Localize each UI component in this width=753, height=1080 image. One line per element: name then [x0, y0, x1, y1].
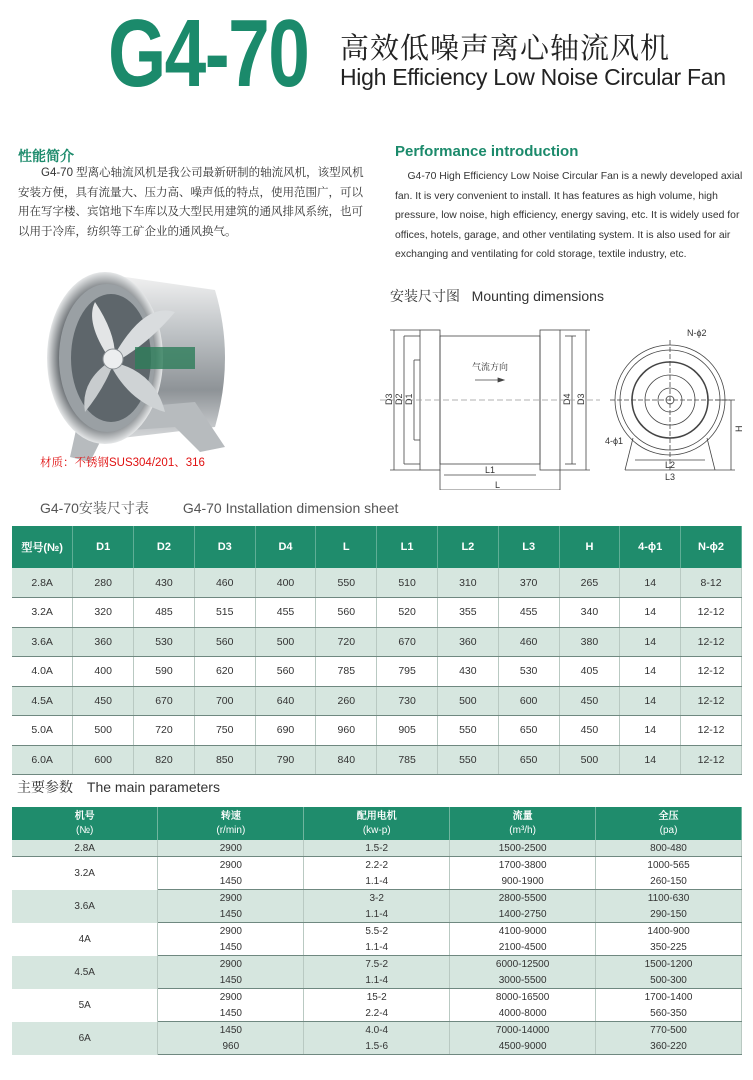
table-cell: 530 — [134, 627, 195, 657]
table-cell: 2100-4500 — [450, 939, 596, 956]
table-row — [12, 890, 742, 907]
column-header-unit: (m³/h) — [509, 824, 536, 836]
table-cell: 430 — [134, 568, 195, 598]
column-header: L2 — [437, 526, 498, 568]
model-cell: 4.5A — [12, 956, 158, 989]
table-cell: 320 — [73, 598, 134, 628]
intro-en-heading: Performance introduction — [395, 143, 579, 160]
parameters-table — [12, 807, 742, 1055]
table-cell: 14 — [620, 716, 681, 746]
table-cell: 14 — [620, 598, 681, 628]
table-cell: 670 — [377, 627, 438, 657]
dimension-sheet-title-en: G4-70 Installation dimension sheet — [182, 500, 399, 516]
table-row — [12, 568, 742, 598]
table-cell: 790 — [255, 745, 316, 775]
table-cell: 770-500 — [596, 1022, 742, 1039]
table-cell: 1400-900 — [596, 923, 742, 940]
table-cell: 1450 — [158, 873, 304, 890]
table-cell: 12-12 — [681, 716, 742, 746]
model-number: G4-70 — [108, 0, 309, 107]
label-L: L — [495, 480, 501, 490]
model-cell: 2.8A — [12, 840, 158, 857]
table-cell: 1450 — [158, 1005, 304, 1022]
table-cell: 500 — [255, 627, 316, 657]
table-cell: 1000-565 — [596, 857, 742, 874]
table-cell: 530 — [498, 657, 559, 687]
table-cell: 1.1-4 — [304, 873, 450, 890]
title-english: High Efficiency Low Noise Circular Fan — [340, 64, 726, 90]
column-header-unit: (kw-p) — [362, 824, 391, 836]
params-title-cn: 主要参数 — [17, 779, 73, 795]
column-header-unit: (№) — [76, 824, 94, 836]
table-row — [12, 627, 742, 657]
table-cell: 12-12 — [681, 598, 742, 628]
table-cell: 515 — [194, 598, 255, 628]
table-cell: 265 — [559, 568, 620, 598]
table-cell: 405 — [559, 657, 620, 687]
table-cell: 14 — [620, 627, 681, 657]
table-cell: 14 — [620, 657, 681, 687]
table-cell: 550 — [316, 568, 377, 598]
table-cell: 560 — [194, 627, 255, 657]
label-L1: L1 — [485, 465, 496, 475]
table-cell: 2900 — [158, 857, 304, 874]
column-header: N-ϕ2 — [681, 526, 742, 568]
table-cell: 2.8A — [12, 568, 73, 598]
mounting-title-cn: 安装尺寸图 — [390, 288, 460, 304]
column-header — [12, 807, 158, 840]
table-cell: 1450 — [158, 1022, 304, 1039]
table-cell: 1500-2500 — [450, 840, 596, 857]
column-header: L1 — [377, 526, 438, 568]
column-header: D3 — [194, 526, 255, 568]
dimension-table-header — [12, 526, 742, 568]
table-cell: 450 — [559, 686, 620, 716]
table-cell: 7000-14000 — [450, 1022, 596, 1039]
parameters-table-header — [12, 807, 742, 840]
table-cell: 460 — [498, 627, 559, 657]
table-row — [12, 745, 742, 775]
label-D1: D1 — [404, 393, 414, 405]
table-cell: 3-2 — [304, 890, 450, 907]
table-cell: 960 — [158, 1038, 304, 1055]
table-cell: 8-12 — [681, 568, 742, 598]
table-row — [12, 598, 742, 628]
table-cell: 2900 — [158, 923, 304, 940]
table-cell: 450 — [559, 716, 620, 746]
table-cell: 455 — [498, 598, 559, 628]
table-cell: 355 — [437, 598, 498, 628]
label-L2: L2 — [665, 460, 676, 470]
table-cell: 290-150 — [596, 906, 742, 923]
table-cell: 12-12 — [681, 745, 742, 775]
table-cell: 3000-5500 — [450, 972, 596, 989]
table-row — [12, 716, 742, 746]
label-D3: D3 — [384, 393, 394, 405]
table-cell: 1450 — [158, 906, 304, 923]
table-row — [12, 1022, 742, 1039]
table-cell: 1700-1400 — [596, 989, 742, 1006]
column-header: L3 — [498, 526, 559, 568]
table-cell: 6000-12500 — [450, 956, 596, 973]
table-cell: 485 — [134, 598, 195, 628]
table-cell: 7.5-2 — [304, 956, 450, 973]
airflow-label: 气流方向 — [472, 362, 509, 372]
table-cell: 620 — [194, 657, 255, 687]
table-cell: 650 — [498, 716, 559, 746]
table-cell: 730 — [377, 686, 438, 716]
table-cell: 1400-2750 — [450, 906, 596, 923]
dimension-sheet-title — [40, 498, 428, 518]
table-row — [12, 923, 742, 940]
column-header — [596, 807, 742, 840]
table-cell: 820 — [134, 745, 195, 775]
table-cell: 670 — [134, 686, 195, 716]
intro-en-text: G4-70 High Efficiency Low Noise Circular Fan is a newly developed axial fan. It is very convenient to install. It has features as high volume, high pressure, low noise, high efficiency, energy saving, etc. It is widely used for offices, hotels, garage, and other ventilating system. It is also used for air exchanging and ventilating for cold storage, textile industry, etc. — [395, 171, 743, 260]
table-cell: 4000-8000 — [450, 1005, 596, 1022]
table-cell: 14 — [620, 686, 681, 716]
mounting-title-en: Mounting dimensions — [471, 288, 604, 304]
table-row — [12, 857, 742, 874]
table-cell: 1.5-6 — [304, 1038, 450, 1055]
model-cell: 3.6A — [12, 890, 158, 923]
column-header — [450, 807, 596, 840]
table-cell: 600 — [498, 686, 559, 716]
table-row — [12, 657, 742, 687]
table-cell: 750 — [194, 716, 255, 746]
column-header: H — [559, 526, 620, 568]
table-cell: 690 — [255, 716, 316, 746]
table-cell: 1700-3800 — [450, 857, 596, 874]
column-header: 4-ϕ1 — [620, 526, 681, 568]
table-cell: 5.0A — [12, 716, 73, 746]
table-cell: 560 — [255, 657, 316, 687]
table-cell: 840 — [316, 745, 377, 775]
column-header-name: 机号 — [74, 810, 95, 822]
table-cell: 12-12 — [681, 627, 742, 657]
table-cell: 1.5-2 — [304, 840, 450, 857]
table-cell: 2900 — [158, 989, 304, 1006]
dimension-sheet-title-cn: G4-70安装尺寸表 — [40, 500, 149, 516]
column-header: 型号(№) — [12, 526, 73, 568]
table-cell: 4500-9000 — [450, 1038, 596, 1055]
table-cell: 360 — [437, 627, 498, 657]
column-header — [158, 807, 304, 840]
table-cell: 550 — [437, 716, 498, 746]
table-cell: 360-220 — [596, 1038, 742, 1055]
table-cell: 600 — [73, 745, 134, 775]
table-cell: 500 — [559, 745, 620, 775]
table-cell: 460 — [194, 568, 255, 598]
column-header — [304, 807, 450, 840]
table-cell: 900-1900 — [450, 873, 596, 890]
label-L3: L3 — [665, 472, 676, 482]
table-cell: 4.5A — [12, 686, 73, 716]
table-cell: 260 — [316, 686, 377, 716]
table-cell: 500-300 — [596, 972, 742, 989]
intro-cn-text: G4-70 型离心轴流风机是我公司最新研制的轴流风机，该型风机安装方便，具有流量大、压力高、噪声低的特点，使用范围广，可以用在写字楼、宾馆地下车库以及大型民用建筑的通风排风系统，也可以用于冷库，纺织等工矿企业的通风换气。 — [18, 167, 364, 238]
params-title-en: The main parameters — [86, 779, 220, 795]
table-cell: 310 — [437, 568, 498, 598]
table-cell: 2900 — [158, 840, 304, 857]
column-header-name: 流量 — [512, 810, 533, 822]
intro-cn-heading: 性能简介 — [18, 148, 74, 164]
column-header-name: 配用电机 — [356, 810, 397, 822]
table-cell: 260-150 — [596, 873, 742, 890]
table-cell: 3.2A — [12, 598, 73, 628]
table-cell: 905 — [377, 716, 438, 746]
table-cell: 6.0A — [12, 745, 73, 775]
table-cell: 510 — [377, 568, 438, 598]
table-cell: 450 — [73, 686, 134, 716]
table-cell: 280 — [73, 568, 134, 598]
table-cell: 350-225 — [596, 939, 742, 956]
table-cell: 2.2-4 — [304, 1005, 450, 1022]
table-cell: 430 — [437, 657, 498, 687]
table-cell: 550 — [437, 745, 498, 775]
column-header-name: 转速 — [220, 810, 241, 822]
front-view-drawing — [605, 320, 750, 490]
table-row — [12, 686, 742, 716]
label-D2: D2 — [394, 393, 404, 405]
column-header-unit: (r/min) — [216, 824, 246, 836]
table-cell: 4.0-4 — [304, 1022, 450, 1039]
table-cell: 2900 — [158, 956, 304, 973]
table-cell: 1500-1200 — [596, 956, 742, 973]
table-cell: 380 — [559, 627, 620, 657]
table-cell: 1100-630 — [596, 890, 742, 907]
table-row — [12, 840, 742, 857]
table-cell: 785 — [377, 745, 438, 775]
table-cell: 785 — [316, 657, 377, 687]
table-cell: 2.2-2 — [304, 857, 450, 874]
table-cell: 400 — [255, 568, 316, 598]
table-cell: 12-12 — [681, 657, 742, 687]
column-header: D4 — [255, 526, 316, 568]
table-cell: 560-350 — [596, 1005, 742, 1022]
table-cell: 500 — [437, 686, 498, 716]
table-cell: 560 — [316, 598, 377, 628]
table-cell: 650 — [498, 745, 559, 775]
table-row — [12, 956, 742, 973]
column-header-unit: (pa) — [659, 824, 678, 836]
label-N-phi2: N-ϕ2 — [687, 328, 707, 338]
table-cell: 520 — [377, 598, 438, 628]
table-cell: 400 — [73, 657, 134, 687]
table-cell: 370 — [498, 568, 559, 598]
fan-product-image — [35, 262, 240, 472]
table-cell: 1.1-4 — [304, 972, 450, 989]
table-cell: 2800-5500 — [450, 890, 596, 907]
table-cell: 500 — [73, 716, 134, 746]
column-header: L — [316, 526, 377, 568]
table-cell: 5.5-2 — [304, 923, 450, 940]
table-cell: 700 — [194, 686, 255, 716]
table-cell: 2900 — [158, 890, 304, 907]
label-D3-right: D3 — [576, 393, 586, 405]
table-cell: 1.1-4 — [304, 906, 450, 923]
table-cell: 590 — [134, 657, 195, 687]
title-chinese: 高效低噪声离心轴流风机 — [340, 33, 671, 65]
label-D4: D4 — [562, 393, 572, 405]
table-row — [12, 989, 742, 1006]
table-cell: 340 — [559, 598, 620, 628]
table-cell: 3.6A — [12, 627, 73, 657]
model-cell: 4A — [12, 923, 158, 956]
material-note: 材质：不锈钢SUS304/201、316 — [40, 457, 205, 469]
table-cell: 360 — [73, 627, 134, 657]
label-4-phi1: 4-ϕ1 — [605, 436, 624, 446]
table-cell: 4100-9000 — [450, 923, 596, 940]
model-cell: 6A — [12, 1022, 158, 1055]
table-cell: 8000-16500 — [450, 989, 596, 1006]
table-cell: 720 — [316, 627, 377, 657]
table-cell: 720 — [134, 716, 195, 746]
table-cell: 455 — [255, 598, 316, 628]
table-cell: 640 — [255, 686, 316, 716]
table-cell: 14 — [620, 568, 681, 598]
table-cell: 795 — [377, 657, 438, 687]
params-title — [17, 777, 230, 797]
table-cell: 960 — [316, 716, 377, 746]
table-cell: 12-12 — [681, 686, 742, 716]
table-cell: 850 — [194, 745, 255, 775]
table-cell: 1450 — [158, 972, 304, 989]
model-cell: 3.2A — [12, 857, 158, 890]
mounting-title — [390, 286, 604, 306]
table-cell: 14 — [620, 745, 681, 775]
column-header-name: 全压 — [658, 810, 679, 822]
table-cell: 800-480 — [596, 840, 742, 857]
side-view-drawing — [380, 310, 605, 490]
dimension-table — [12, 526, 742, 775]
model-cell: 5A — [12, 989, 158, 1022]
column-header: D1 — [73, 526, 134, 568]
table-cell: 1.1-4 — [304, 939, 450, 956]
table-cell: 15-2 — [304, 989, 450, 1006]
table-cell: 1450 — [158, 939, 304, 956]
label-H: H — [734, 425, 744, 432]
column-header: D2 — [134, 526, 195, 568]
table-cell: 4.0A — [12, 657, 73, 687]
